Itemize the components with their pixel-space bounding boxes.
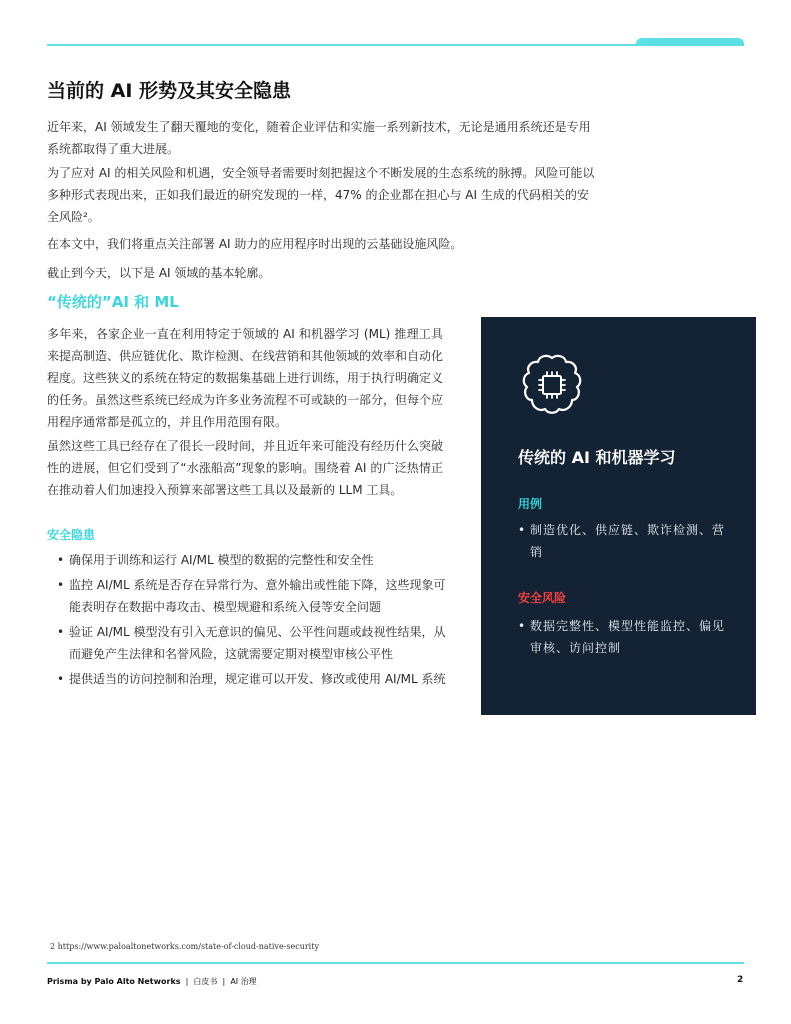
footnote: 2 https://www.paloaltonetworks.com/state-of-cloud-native-security	[50, 942, 319, 951]
brain-chip-icon	[519, 352, 585, 418]
list-item: • 验证 AI/ML 模型没有引入无意识的偏见、公平性问题或歧视性结果，从而避免产生法律和名誉风险，这就需要定期对模型审核公平性	[57, 625, 446, 661]
footer-separator: |	[222, 977, 226, 986]
use-cases-list	[518, 519, 728, 563]
footer-topic: AI 治理	[230, 977, 257, 986]
panel-title: 传统的 AI 和机器学习	[518, 448, 676, 467]
intro-paragraph-1: 近年来，AI 领域发生了翻天覆地的变化，随着企业评估和实施一系列新技术，无论是通用系统还是专用系统都取得了重大进展。	[47, 120, 591, 156]
risks-heading: 安全隐患	[47, 528, 96, 542]
list-item: • 制造优化、供应链、欺诈检测、营销	[518, 523, 726, 559]
sidebar-panel	[481, 317, 756, 715]
security-risks-list	[518, 615, 728, 659]
list-item-text: 监控 AI/ML 系统是否存在异常行为、意外输出或性能下降，这些现象可能表明存在数据中毒攻击、模型规避和系统入侵等安全问题	[69, 578, 446, 614]
section-title: “传统的”AI 和 ML	[47, 293, 179, 311]
footer-rule	[47, 962, 744, 964]
intro-paragraph-2: 为了应对 AI 的相关风险和机遇，安全领导者需要时刻把握这个不断发展的生态系统的脉搏。风险可能以多种形式表现出来，正如我们最近的研究发现的一样，47% 的企业都在担心与 AI 生成的代码相关的安全风险²。	[47, 166, 595, 224]
list-item-text: 提供适当的访问控制和治理，规定谁可以开发、修改或使用 AI/ML 系统	[69, 672, 446, 686]
list-item: • 确保用于训练和运行 AI/ML 模型的数据的完整性和安全性	[57, 553, 374, 567]
intro-paragraph-3: 在本文中，我们将重点关注部署 AI 助力的应用程序时出现的云基础设施风险。	[47, 237, 463, 251]
page-title: 当前的 AI 形势及其安全隐患	[47, 80, 292, 102]
list-item-text: 确保用于训练和运行 AI/ML 模型的数据的完整性和安全性	[69, 553, 374, 567]
footer-brand: Prisma by Palo Alto Networks	[47, 977, 181, 986]
risks-list	[47, 549, 447, 693]
page-number: 2	[737, 975, 744, 985]
footer	[47, 976, 257, 987]
list-item-text: 制造优化、供应链、欺诈检测、营销	[530, 523, 726, 559]
list-item-text: 验证 AI/ML 模型没有引入无意识的偏见、公平性问题或歧视性结果，从而避免产生法律和名誉风险，这就需要定期对模型审核公平性	[69, 625, 446, 661]
header-rule	[47, 44, 744, 46]
intro-paragraph-4: 截止到今天，以下是 AI 领域的基本轮廓。	[47, 266, 271, 280]
section-paragraph-1: 多年来，各家企业一直在利用特定于领域的 AI 和机器学习 (ML) 推理工具来提高制造、供应链优化、欺诈检测、在线营销和其他领域的效率和自动化程度。这些狭义的系统在特定的数据集基础上进行训练，用于执行明确定义的任务。虽然这些系统已经成为许多业务流程不可或缺的一部分，但每个应用程序通常都是孤立的，并且作用范围有限。	[47, 327, 444, 429]
list-item: • 提供适当的访问控制和治理，规定谁可以开发、修改或使用 AI/ML 系统	[57, 672, 446, 686]
section-paragraph-2: 虽然这些工具已经存在了很长一段时间，并且近年来可能没有经历什么突破性的进展，但它们受到了“水涨船高”现象的影响。围绕着 AI 的广泛热情正在推动着人们加速投入预算来部署这些工具以及最新的 LLM 工具。	[47, 439, 444, 497]
use-cases-heading: 用例	[518, 497, 543, 511]
security-risks-heading: 安全风险	[518, 591, 567, 605]
footer-separator: |	[185, 977, 189, 986]
footer-doc-type: 白皮书	[193, 977, 218, 986]
list-item: • 数据完整性、模型性能监控、偏见审核、访问控制	[518, 619, 726, 655]
list-item-text: 数据完整性、模型性能监控、偏见审核、访问控制	[530, 619, 726, 655]
list-item: • 监控 AI/ML 系统是否存在异常行为、意外输出或性能下降，这些现象可能表明存在数据中毒攻击、模型规避和系统入侵等安全问题	[57, 578, 446, 614]
